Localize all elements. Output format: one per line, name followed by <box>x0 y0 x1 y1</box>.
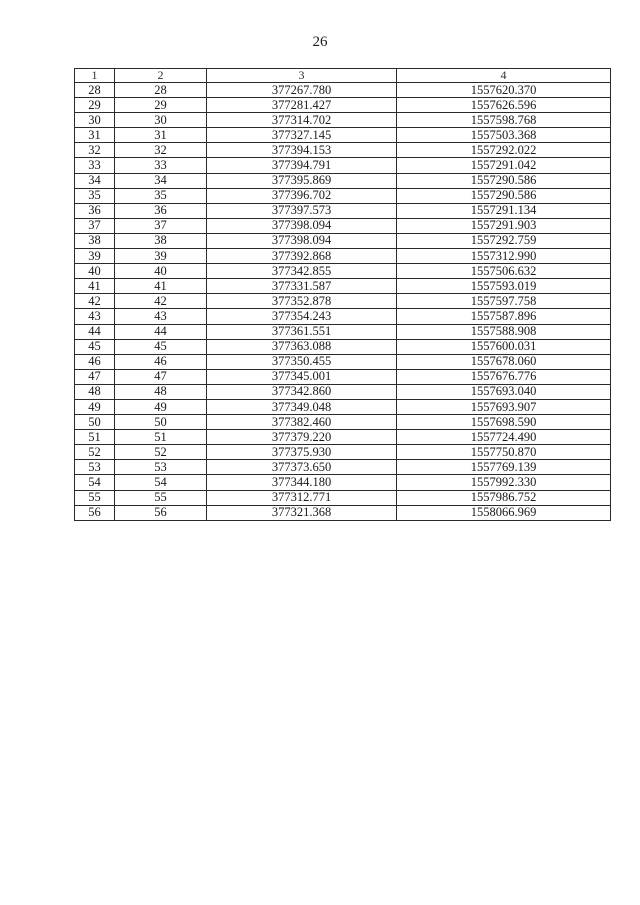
table-cell-col-2: 47 <box>115 369 207 384</box>
table-row <box>75 475 611 490</box>
table-cell-col-2: 43 <box>115 309 207 324</box>
table-row <box>75 339 611 354</box>
table-cell-col-3: 377349.048 <box>207 399 397 414</box>
header-col-4: 4 <box>397 69 611 83</box>
table-cell-col-2: 30 <box>115 113 207 128</box>
table-cell-col-1: 36 <box>75 203 115 218</box>
header-col-3: 3 <box>207 69 397 83</box>
table-row <box>75 294 611 309</box>
table-cell-col-1: 47 <box>75 369 115 384</box>
table-row <box>75 128 611 143</box>
table-cell-col-3: 377398.094 <box>207 218 397 233</box>
table-cell-col-4: 1557588.908 <box>397 324 611 339</box>
table-cell-col-4: 1557587.896 <box>397 309 611 324</box>
table-cell-col-4: 1557678.060 <box>397 354 611 369</box>
table-cell-col-1: 45 <box>75 339 115 354</box>
table-cell-col-2: 53 <box>115 460 207 475</box>
table-cell-col-4: 1558066.969 <box>397 505 611 520</box>
table-cell-col-3: 377342.855 <box>207 264 397 279</box>
table-cell-col-2: 29 <box>115 98 207 113</box>
table-cell-col-4: 1557291.042 <box>397 158 611 173</box>
table-cell-col-4: 1557750.870 <box>397 445 611 460</box>
table-cell-col-4: 1557600.031 <box>397 339 611 354</box>
table-cell-col-3: 377321.368 <box>207 505 397 520</box>
table-cell-col-4: 1557620.370 <box>397 83 611 98</box>
table-cell-col-1: 56 <box>75 505 115 520</box>
table-cell-col-1: 35 <box>75 188 115 203</box>
table-cell-col-3: 377312.771 <box>207 490 397 505</box>
table-cell-col-3: 377342.860 <box>207 384 397 399</box>
table-cell-col-2: 48 <box>115 384 207 399</box>
table-row <box>75 143 611 158</box>
table-cell-col-4: 1557593.019 <box>397 279 611 294</box>
table-row <box>75 460 611 475</box>
table-cell-col-2: 49 <box>115 399 207 414</box>
table-cell-col-3: 377397.573 <box>207 203 397 218</box>
table-cell-col-1: 32 <box>75 143 115 158</box>
table-cell-col-2: 46 <box>115 354 207 369</box>
table-cell-col-1: 34 <box>75 173 115 188</box>
table-row <box>75 505 611 520</box>
table-cell-col-3: 377354.243 <box>207 309 397 324</box>
table-row <box>75 430 611 445</box>
table-cell-col-3: 377392.868 <box>207 249 397 264</box>
header-col-2: 2 <box>115 69 207 83</box>
table-cell-col-4: 1557724.490 <box>397 430 611 445</box>
table-row <box>75 445 611 460</box>
table-cell-col-3: 377375.930 <box>207 445 397 460</box>
table-header <box>75 69 611 83</box>
table-row <box>75 354 611 369</box>
table-row <box>75 233 611 248</box>
table-cell-col-2: 42 <box>115 294 207 309</box>
table-cell-col-4: 1557626.596 <box>397 98 611 113</box>
table-cell-col-3: 377398.094 <box>207 233 397 248</box>
table-cell-col-3: 377352.878 <box>207 294 397 309</box>
table-cell-col-2: 45 <box>115 339 207 354</box>
table-cell-col-3: 377350.455 <box>207 354 397 369</box>
table-cell-col-3: 377394.153 <box>207 143 397 158</box>
table-cell-col-4: 1557292.022 <box>397 143 611 158</box>
table-row <box>75 173 611 188</box>
table-cell-col-4: 1557506.632 <box>397 264 611 279</box>
table-cell-col-1: 51 <box>75 430 115 445</box>
table-cell-col-1: 50 <box>75 415 115 430</box>
table-cell-col-1: 39 <box>75 249 115 264</box>
table-row <box>75 83 611 98</box>
table-row <box>75 309 611 324</box>
table-cell-col-2: 50 <box>115 415 207 430</box>
table-cell-col-4: 1557598.768 <box>397 113 611 128</box>
table-cell-col-2: 32 <box>115 143 207 158</box>
table-cell-col-1: 38 <box>75 233 115 248</box>
table-cell-col-4: 1557291.903 <box>397 218 611 233</box>
table-cell-col-3: 377344.180 <box>207 475 397 490</box>
table-cell-col-4: 1557290.586 <box>397 188 611 203</box>
table-cell-col-2: 39 <box>115 249 207 264</box>
table-cell-col-1: 30 <box>75 113 115 128</box>
coordinates-table <box>74 68 611 521</box>
table-cell-col-4: 1557693.040 <box>397 384 611 399</box>
table-cell-col-2: 37 <box>115 218 207 233</box>
table-cell-col-4: 1557290.586 <box>397 173 611 188</box>
table-row <box>75 158 611 173</box>
table-cell-col-1: 42 <box>75 294 115 309</box>
table-row <box>75 188 611 203</box>
table-cell-col-3: 377394.791 <box>207 158 397 173</box>
table-cell-col-2: 54 <box>115 475 207 490</box>
table-cell-col-2: 41 <box>115 279 207 294</box>
table-cell-col-1: 54 <box>75 475 115 490</box>
table-cell-col-4: 1557292.759 <box>397 233 611 248</box>
table-row <box>75 324 611 339</box>
table-cell-col-1: 55 <box>75 490 115 505</box>
table-cell-col-1: 48 <box>75 384 115 399</box>
header-col-1: 1 <box>75 69 115 83</box>
table-body <box>75 83 611 521</box>
table-cell-col-3: 377281.427 <box>207 98 397 113</box>
table-cell-col-4: 1557503.368 <box>397 128 611 143</box>
table-cell-col-2: 31 <box>115 128 207 143</box>
table-row <box>75 113 611 128</box>
table-cell-col-4: 1557769.139 <box>397 460 611 475</box>
table-cell-col-1: 52 <box>75 445 115 460</box>
table-cell-col-1: 43 <box>75 309 115 324</box>
table-cell-col-1: 40 <box>75 264 115 279</box>
table-row <box>75 279 611 294</box>
table-cell-col-2: 36 <box>115 203 207 218</box>
table-cell-col-2: 34 <box>115 173 207 188</box>
table-cell-col-2: 44 <box>115 324 207 339</box>
table-cell-col-1: 37 <box>75 218 115 233</box>
table-cell-col-4: 1557291.134 <box>397 203 611 218</box>
table-cell-col-2: 40 <box>115 264 207 279</box>
table-cell-col-2: 28 <box>115 83 207 98</box>
table-cell-col-3: 377267.780 <box>207 83 397 98</box>
table-cell-col-1: 33 <box>75 158 115 173</box>
table-row <box>75 399 611 414</box>
table-cell-col-3: 377373.650 <box>207 460 397 475</box>
table-row <box>75 369 611 384</box>
table-cell-col-2: 52 <box>115 445 207 460</box>
table-row <box>75 98 611 113</box>
table-cell-col-4: 1557676.776 <box>397 369 611 384</box>
table-cell-col-2: 38 <box>115 233 207 248</box>
table-cell-col-4: 1557693.907 <box>397 399 611 414</box>
table-cell-col-1: 53 <box>75 460 115 475</box>
page-number: 26 <box>312 34 328 50</box>
table-cell-col-4: 1557986.752 <box>397 490 611 505</box>
table-cell-col-2: 51 <box>115 430 207 445</box>
table-cell-col-1: 46 <box>75 354 115 369</box>
table-cell-col-2: 56 <box>115 505 207 520</box>
table-cell-col-4: 1557597.758 <box>397 294 611 309</box>
table-cell-col-3: 377396.702 <box>207 188 397 203</box>
table-cell-col-1: 28 <box>75 83 115 98</box>
table-cell-col-2: 35 <box>115 188 207 203</box>
table-cell-col-3: 377327.145 <box>207 128 397 143</box>
table-cell-col-1: 44 <box>75 324 115 339</box>
table-cell-col-3: 377395.869 <box>207 173 397 188</box>
table-cell-col-1: 29 <box>75 98 115 113</box>
table-row <box>75 218 611 233</box>
table-cell-col-3: 377314.702 <box>207 113 397 128</box>
header-row <box>75 69 611 83</box>
table-cell-col-3: 377379.220 <box>207 430 397 445</box>
table-cell-col-3: 377331.587 <box>207 279 397 294</box>
table-cell-col-2: 33 <box>115 158 207 173</box>
table-cell-col-1: 41 <box>75 279 115 294</box>
table-cell-col-4: 1557698.590 <box>397 415 611 430</box>
table-cell-col-4: 1557992.330 <box>397 475 611 490</box>
table-row <box>75 249 611 264</box>
table-cell-col-4: 1557312.990 <box>397 249 611 264</box>
table-row <box>75 384 611 399</box>
table-cell-col-1: 49 <box>75 399 115 414</box>
table-cell-col-3: 377345.001 <box>207 369 397 384</box>
table-cell-col-3: 377363.088 <box>207 339 397 354</box>
table-row <box>75 490 611 505</box>
table-cell-col-1: 31 <box>75 128 115 143</box>
table-row <box>75 203 611 218</box>
table-cell-col-2: 55 <box>115 490 207 505</box>
table-row <box>75 264 611 279</box>
table-cell-col-3: 377361.551 <box>207 324 397 339</box>
table-row <box>75 415 611 430</box>
table-cell-col-3: 377382.460 <box>207 415 397 430</box>
